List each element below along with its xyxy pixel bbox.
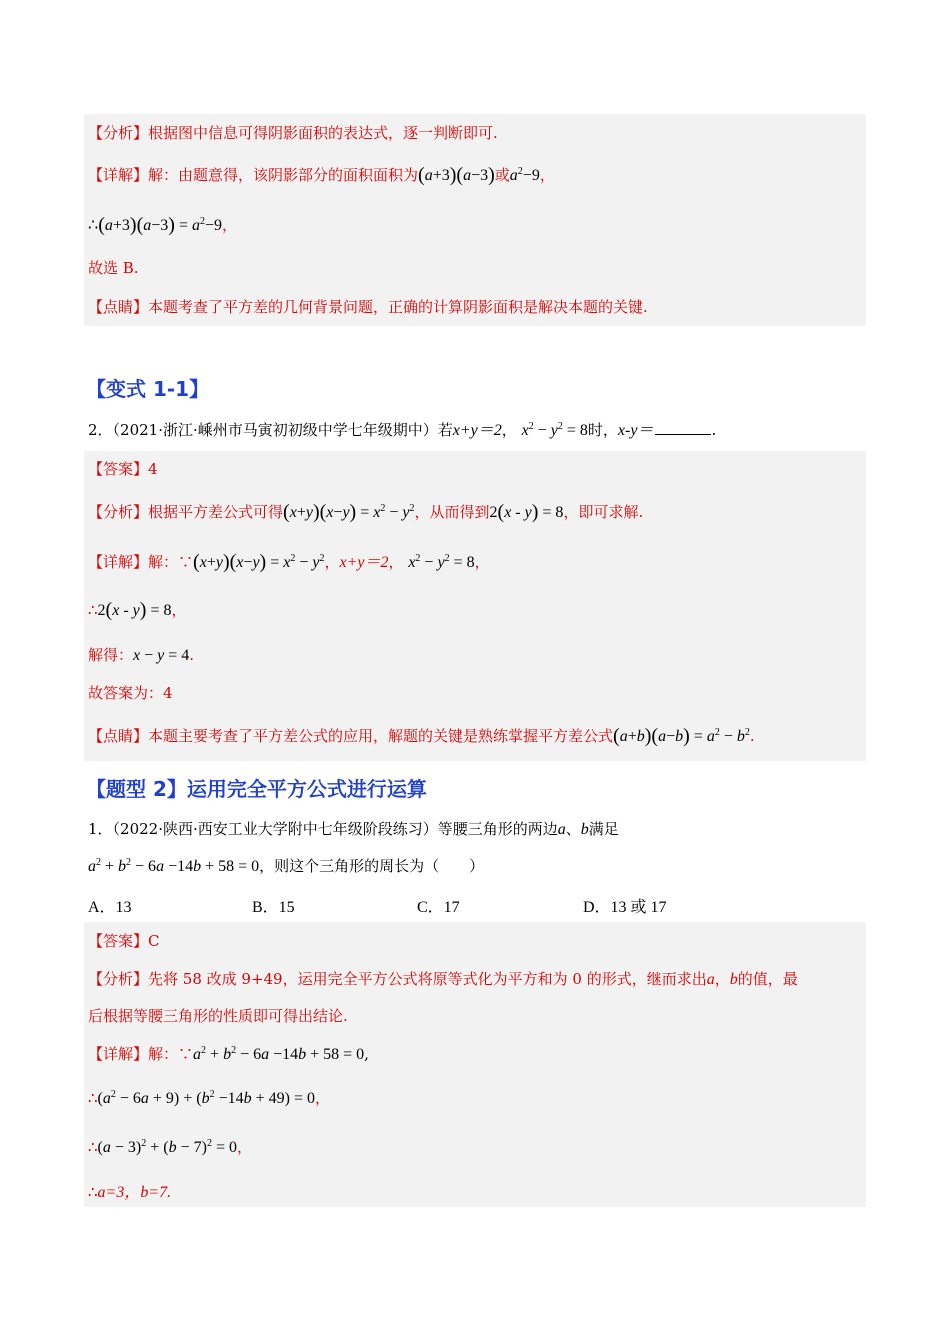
option-b[interactable]: B．15 xyxy=(252,899,295,916)
detail-formula-2: $x^2 - y^2 = 8$ xyxy=(408,553,475,571)
answer-tag: 【答案】 xyxy=(88,460,149,478)
question-number: 2． xyxy=(88,421,113,439)
option-a[interactable]: A．13 xyxy=(88,899,132,916)
equation-line: ∴(a+3)(a−3) = $a^2-9$， xyxy=(88,214,238,236)
analysis-text-3a-end: 的值，最 xyxy=(737,970,798,988)
or-text: 或 xyxy=(494,166,510,184)
answer-tag-3: 【答案】 xyxy=(88,932,149,950)
detail-tag-3: 【详解】 xyxy=(88,1045,149,1063)
therefore-symbol-2: ∴ xyxy=(88,601,98,619)
comment-tag: 【点睛】 xyxy=(88,298,149,316)
comment-line-2: 【点睛】本题主要考查了平方差公式的应用，解题的关键是熟练掌握平方差公式$(a+b)(a-b) = a^2 - b^2$. xyxy=(88,725,755,747)
analysis-prefix: 根据平方差公式可得 xyxy=(148,503,284,521)
equation-formula: $(a+3)(a-3) = a^2-9$ xyxy=(98,214,222,236)
comment-formula: $(a+b)(a-b) = a^2 - b^2$ xyxy=(613,725,750,747)
detail-tag: 【详解】 xyxy=(88,166,149,184)
analysis-text-3a: 先将 58 改成 9+49，运用完全平方公式将原等式化为平方和为 0 的形式，继而求出 xyxy=(148,970,707,988)
option-d[interactable]: D．13 或 17 xyxy=(583,899,667,916)
final-answer-prefix: 故答案为： xyxy=(88,684,164,702)
analysis-line-3a: 【分析】先将 58 改成 9+49，运用完全平方公式将原等式化为平方和为 0 的形式，继而求出a，b的值，最 xyxy=(88,970,798,988)
analysis-tag: 【分析】 xyxy=(88,124,149,142)
final-values: a=3，b=7. xyxy=(97,1184,172,1201)
q1-number: 1． xyxy=(88,820,113,838)
therefore-3b: ∴ xyxy=(88,1138,98,1156)
solve-formula: x − y = 4 xyxy=(133,647,190,664)
detail-line: 【详解】解：由题意得，该阴影部分的面积面积为(a+3)(a−3)或$a^2-9$， xyxy=(88,164,555,186)
question-ask: x-y＝ xyxy=(617,422,654,439)
solve-label: 解得： xyxy=(88,646,134,664)
question-cond2-suffix: 时， xyxy=(587,421,618,439)
final-answer-value: 4 xyxy=(163,684,173,702)
variant-heading: 【变式 1-1】 xyxy=(86,377,210,401)
conclusion-line: 故选 B. xyxy=(88,259,139,277)
formula-product: (a+3)(a−3) xyxy=(418,164,495,186)
question-end: . xyxy=(711,421,717,439)
question-if: 若 xyxy=(437,421,453,439)
therefore-line-2: ∴2(x - y) = 8， xyxy=(88,599,187,621)
question-sep: ， xyxy=(501,421,517,439)
analysis-tag-3: 【分析】 xyxy=(88,970,149,988)
analysis-line-3b: 后根据等腰三角形的性质即可得出结论. xyxy=(88,1007,348,1025)
therefore-3a: ∴ xyxy=(88,1089,98,1107)
step-formula-2: $(a - 3)^2 + (b - 7)^2 = 0$ xyxy=(97,1138,237,1156)
comment-tag-2: 【点睛】 xyxy=(88,727,149,745)
detail-line-3: 【详解】解：$\because a^2 + b^2 - 6a -14b + 58 = 0$, xyxy=(88,1045,369,1063)
type2-heading: 【题型 2】运用完全平方公式进行运算 xyxy=(86,777,427,801)
answer-blank[interactable] xyxy=(655,420,711,435)
question-1-line1 xyxy=(88,819,619,840)
question-source: （2021·浙江·嵊州市马寅初初级中学七年级期中） xyxy=(112,421,438,439)
answer-line xyxy=(88,459,158,479)
q1-text3: ，则这个三角形的周长为（ ） xyxy=(259,857,485,875)
comment-text-2: 本题主要考查了平方差公式的应用，解题的关键是熟练掌握平方差公式 xyxy=(148,727,614,745)
analysis-line-2 xyxy=(88,502,643,523)
detail-line-2: 【详解】解：∵(x+y)(x−y) = $x^2 - y^2$，x+y＝2， $x^2 - y^2 = 8$， xyxy=(88,551,490,573)
detail-formula-1: $(x+y)(x-y) = x^2 - y^2$ xyxy=(193,551,325,573)
detail-formula-3: $a^2 + b^2 - 6a -14b + 58 = 0$ xyxy=(193,1045,365,1063)
question-cond1: x+y＝2 xyxy=(452,422,502,439)
question-2 xyxy=(88,420,716,441)
therefore-symbol: ∴ xyxy=(88,217,99,234)
analysis-mid: ，从而得到 xyxy=(414,503,490,521)
analysis-line xyxy=(88,123,498,143)
step-line-2: ∴(a − $3)^2 + (b - 7)^2 = 0$， xyxy=(88,1138,252,1156)
detail-cond1: x+y＝2 xyxy=(339,554,389,571)
q1-var-b: b xyxy=(580,821,589,838)
q1-source: （2022·陕西·西安工业大学附中七年级阶段练习） xyxy=(112,820,438,838)
solve-line: 解得：x − y = 4. xyxy=(88,646,195,664)
solution-block-2 xyxy=(84,451,866,761)
comment-line xyxy=(88,297,648,317)
q1-dun: 、 xyxy=(565,820,581,838)
option-c[interactable]: C．17 xyxy=(417,899,460,916)
formula-difference: $a^2-9$ xyxy=(509,166,540,184)
final-answer-line xyxy=(88,683,173,703)
step-formula-1: $(a^2 - 6a + 9) + (b^2 -14b + 49) = 0$ xyxy=(97,1089,316,1107)
detail-tag-2: 【详解】 xyxy=(88,553,149,571)
analysis-formula-1: $(x+y)(x-y) = x^2 - y^2$ xyxy=(283,501,415,523)
analysis-formula-2: 2(x - y) = 8 xyxy=(489,501,564,523)
therefore-3c: ∴ xyxy=(88,1183,98,1201)
analysis-var-b: b xyxy=(729,971,738,988)
answer-line-3 xyxy=(88,931,160,951)
therefore-formula-2: 2(x - y) = 8 xyxy=(97,599,172,621)
analysis-var-a: a xyxy=(706,971,715,988)
analysis-tag-2: 【分析】 xyxy=(88,503,149,521)
question-1-line2 xyxy=(88,856,484,877)
answer-value: 4 xyxy=(148,460,158,478)
q1-text: 等腰三角形的两边 xyxy=(437,820,558,838)
step-line-1: $\therefore(a^2 - 6a + 9) + (b^2 -14b + 49) = 0$， xyxy=(88,1089,331,1107)
question-formula: $x^2 - y^2 = 8$ xyxy=(521,421,588,439)
q1-formula: $a^2 + b^2 - 6a -14b + 58 = 0$ xyxy=(88,857,260,875)
detail-text-2: 解：∵ xyxy=(148,553,194,571)
answer-value-3: C xyxy=(148,932,160,950)
comment-text: 本题考查了平方差的几何背景问题，正确的计算阴影面积是解决本题的关键. xyxy=(148,298,648,316)
q1-var-a: a xyxy=(557,821,566,838)
q1-text2: 满足 xyxy=(588,820,619,838)
detail-text: 解：由题意得，该阴影部分的面积面积为 xyxy=(148,166,419,184)
final-line-3 xyxy=(88,1182,171,1203)
analysis-text: 根据图中信息可得阴影面积的表达式，逐一判断即可. xyxy=(148,124,498,142)
analysis-suffix: ，即可求解. xyxy=(563,503,644,521)
detail-text-3: 解：∵ xyxy=(148,1045,194,1063)
